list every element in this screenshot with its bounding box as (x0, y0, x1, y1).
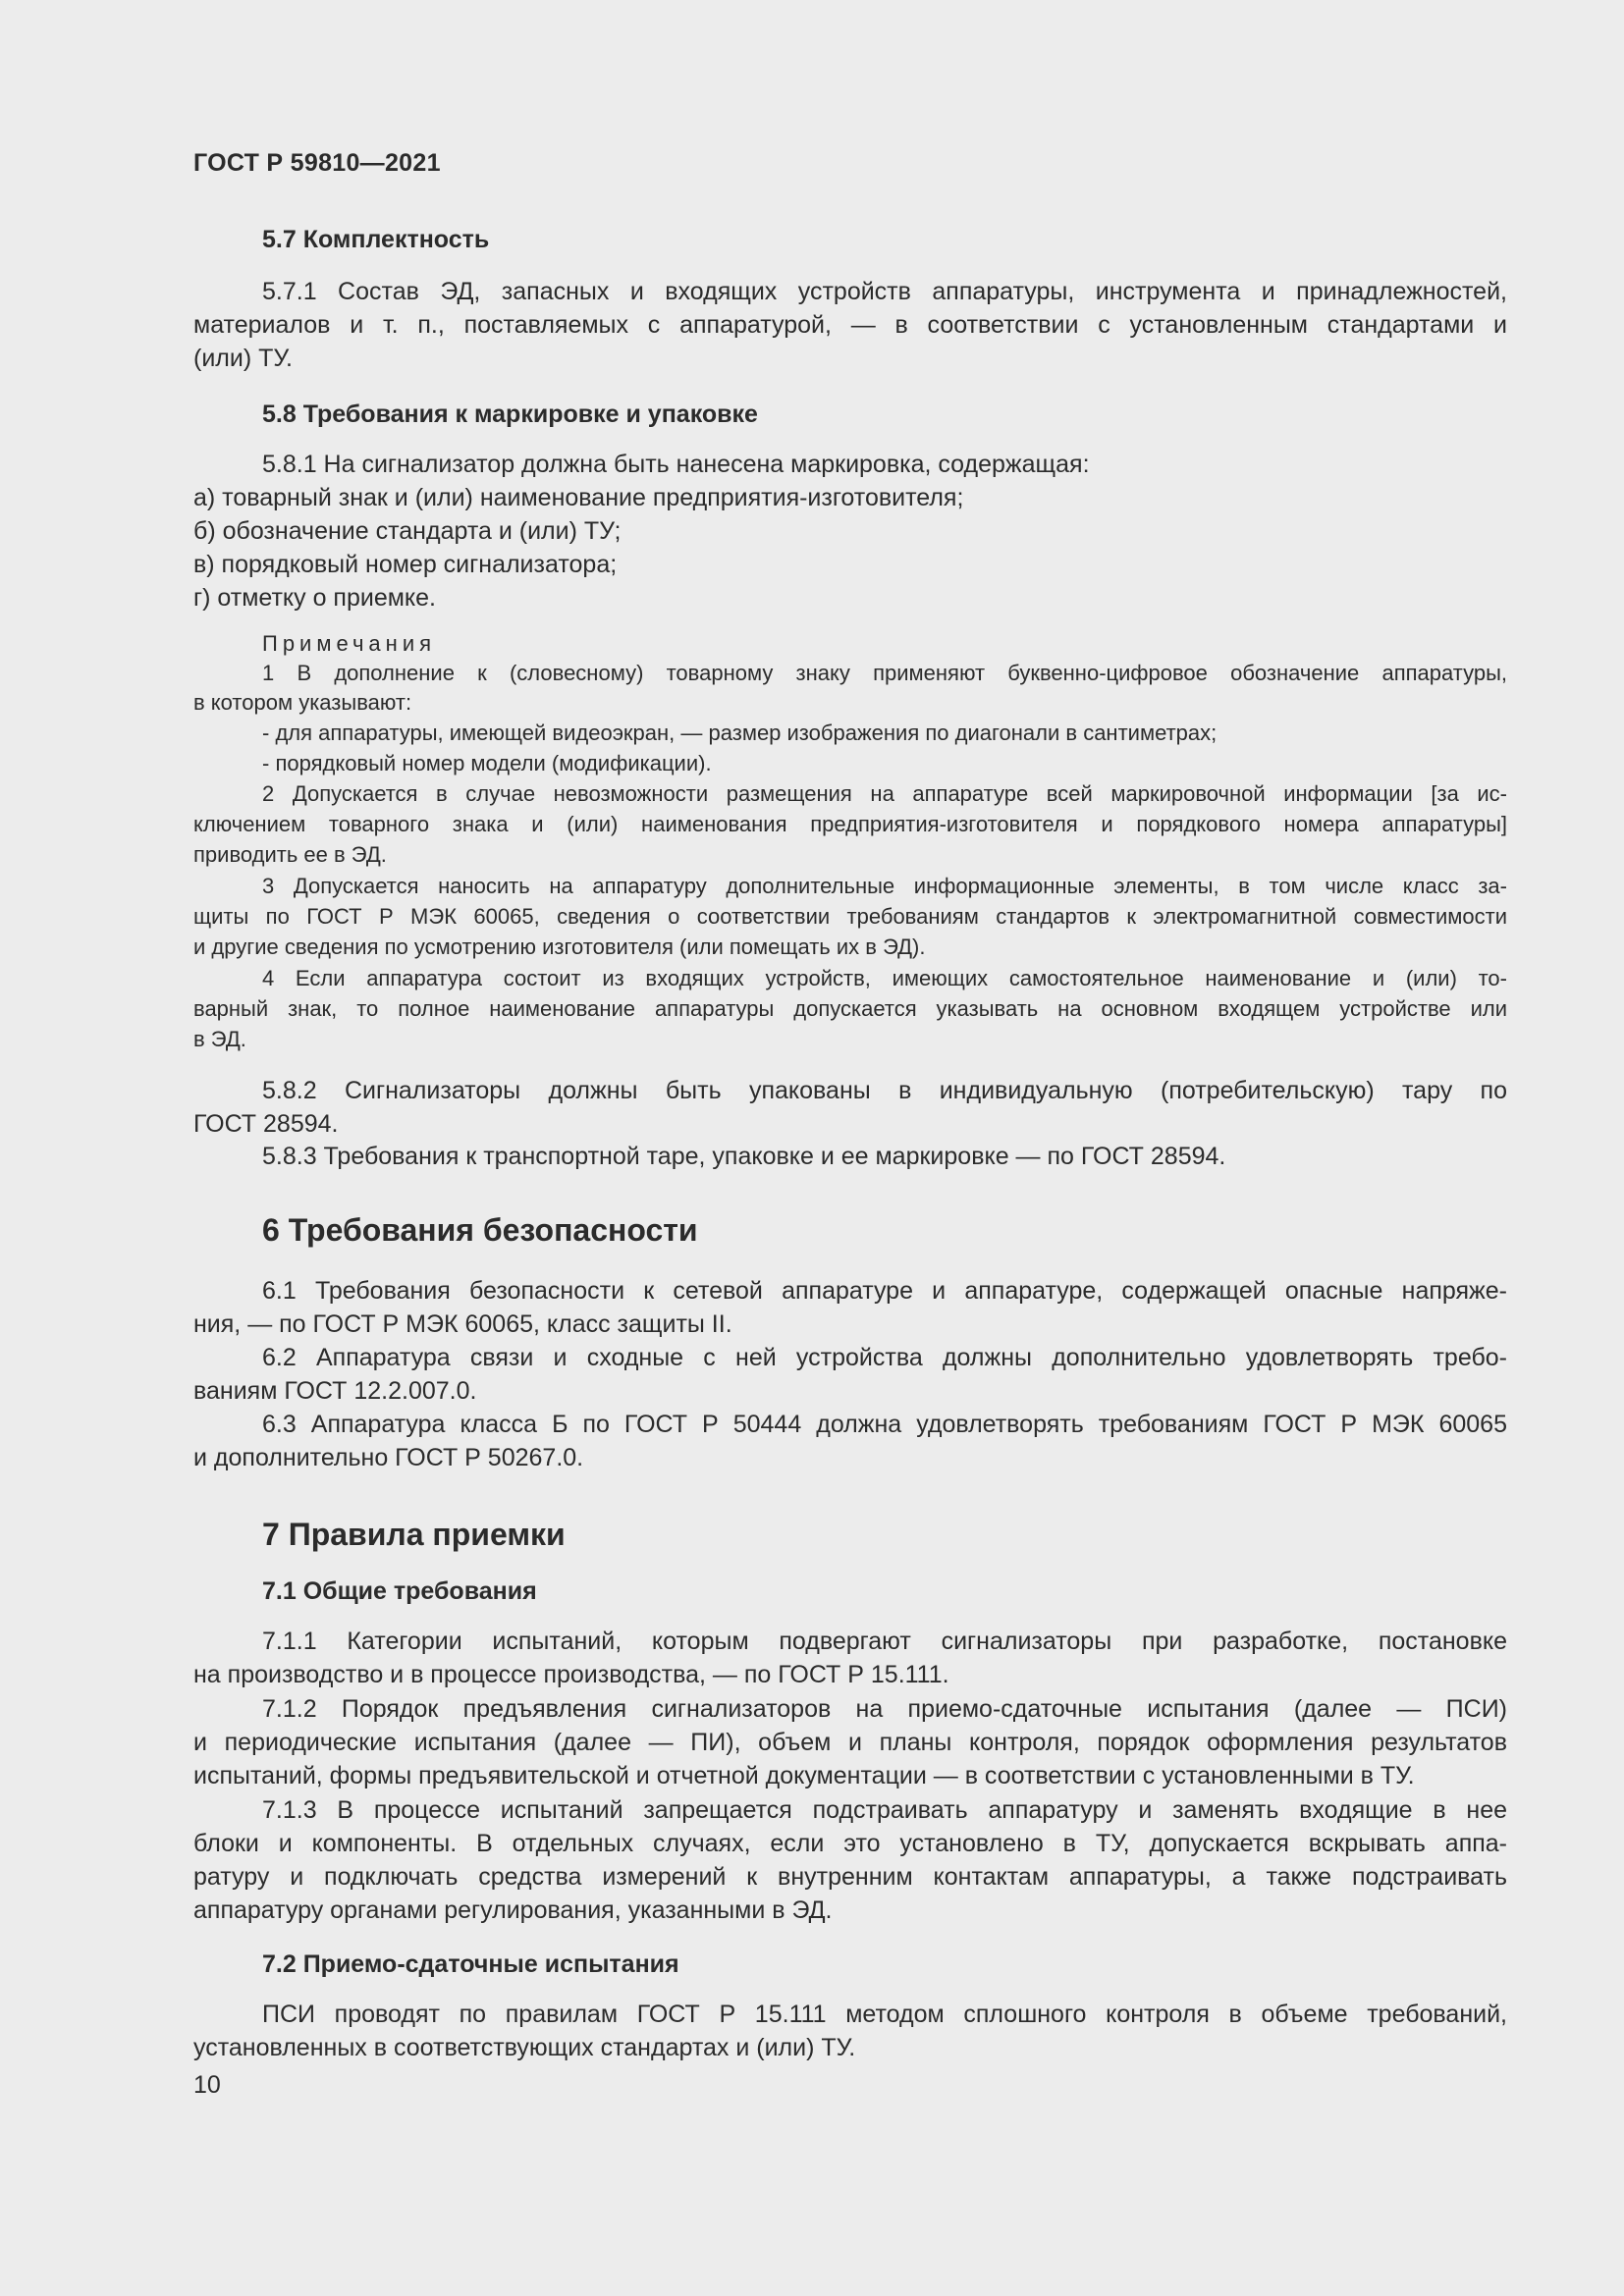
paragraph-line: 6.3 Аппаратура класса Б по ГОСТ Р 50444 должна удовлетворять требованиям ГОСТ Р МЭК 60065 (262, 1411, 1507, 1438)
list-item: в) порядковый номер сигнализатора; (193, 551, 618, 578)
section-6-heading: 6 Требования безопасности (262, 1212, 698, 1248)
note-line: ключением товарного знака и (или) наименования предприятия-изготовителя и порядкового номера аппаратуры] (193, 812, 1507, 836)
paragraph-line: ПСИ проводят по правилам ГОСТ Р 15.111 методом сплошного контроля в объеме требований, (262, 2001, 1507, 2028)
paragraph-line: 7.1.3 В процессе испытаний запрещается подстраивать аппаратуру и заменять входящие в нее (262, 1796, 1507, 1824)
paragraph-line: аппаратуру органами регулирования, указанными в ЭД. (193, 1896, 833, 1924)
paragraph-line: 5.8.2 Сигнализаторы должны быть упакованы в индивидуальную (потребительскую) тару по (262, 1077, 1507, 1104)
section-7-heading: 7 Правила приемки (262, 1517, 566, 1552)
paragraph-line: 6.2 Аппаратура связи и сходные с ней устройства должны дополнительно удовлетворять требо- (262, 1344, 1507, 1371)
paragraph-line: 5.8.3 Требования к транспортной таре, упаковке и ее маркировке — по ГОСТ 28594. (262, 1143, 1226, 1170)
note-line: 2 Допускается в случае невозможности размещения на аппаратуре всей маркировочной информации [за ис- (262, 781, 1507, 806)
section-7-2-heading: 7.2 Приемо-сдаточные испытания (262, 1950, 679, 1978)
section-5-7-heading: 5.7 Комплектность (262, 226, 490, 253)
note-line: 3 Допускается наносить на аппаратуру дополнительные информационные элементы, в том числе класс за- (262, 874, 1507, 898)
note-line: 1 В дополнение к (словесному) товарному знаку применяют буквенно-цифровое обозначение аппаратуры, (262, 661, 1507, 685)
note-line: в котором указывают: (193, 690, 412, 715)
section-5-8-heading: 5.8 Требования к маркировке и упаковке (262, 400, 758, 428)
paragraph-line: (или) ТУ. (193, 345, 293, 372)
paragraph-line: 7.1.1 Категории испытаний, которым подвергают сигнализаторы при разработке, постановке (262, 1628, 1507, 1655)
note-line: щиты по ГОСТ Р МЭК 60065, сведения о соответствии требованиям стандартов к электромагнитной совместимости (193, 904, 1507, 929)
paragraph-line: ГОСТ 28594. (193, 1110, 339, 1138)
paragraph-line: 5.8.1 На сигнализатор должна быть нанесена маркировка, содержащая: (262, 451, 1090, 478)
paragraph-line: и периодические испытания (далее — ПИ), объем и планы контроля, порядок оформления результатов (193, 1729, 1507, 1756)
paragraph-line: ратуру и подключать средства измерений к внутренним контактам аппаратуры, а также подстраивать (193, 1863, 1507, 1891)
paragraph-line: ния, — по ГОСТ Р МЭК 60065, класс защиты II. (193, 1310, 732, 1338)
page-number: 10 (193, 2071, 221, 2099)
paragraph-line: 6.1 Требования безопасности к сетевой аппаратуре и аппаратуре, содержащей опасные напряже- (262, 1277, 1507, 1305)
paragraph-line: материалов и т. п., поставляемых с аппаратурой, — в соответствии с установленным стандартами и (193, 311, 1507, 339)
paragraph-line: и дополнительно ГОСТ Р 50267.0. (193, 1444, 584, 1471)
paragraph-line: ваниям ГОСТ 12.2.007.0. (193, 1377, 477, 1405)
list-item: б) обозначение стандарта и (или) ТУ; (193, 517, 622, 545)
list-item: а) товарный знак и (или) наименование предприятия-изготовителя; (193, 484, 964, 511)
note-line: - для аппаратуры, имеющей видеоэкран, — размер изображения по диагонали в сантиметрах; (262, 721, 1218, 745)
note-line: варный знак, то полное наименование аппаратуры допускается указывать на основном входящем устройстве или (193, 996, 1507, 1021)
list-item: г) отметку о приемке. (193, 584, 436, 612)
section-7-1-heading: 7.1 Общие требования (262, 1577, 537, 1605)
paragraph-line: на производство и в процессе производства, — по ГОСТ Р 15.111. (193, 1661, 949, 1688)
note-line: в ЭД. (193, 1027, 246, 1051)
paragraph-line: 5.7.1 Состав ЭД, запасных и входящих устройств аппаратуры, инструмента и принадлежностей, (262, 278, 1507, 305)
note-line: 4 Если аппаратура состоит из входящих устройств, имеющих самостоятельное наименование и (или) то- (262, 966, 1507, 990)
paragraph-line: установленных в соответствующих стандартах и (или) ТУ. (193, 2034, 856, 2061)
note-line: - порядковый номер модели (модификации). (262, 751, 712, 775)
note-line: приводить ее в ЭД. (193, 842, 387, 867)
paragraph-line: блоки и компоненты. В отдельных случаях, если это установлено в ТУ, допускается вскрывать аппа- (193, 1830, 1507, 1857)
document-header: ГОСТ Р 59810—2021 (193, 149, 441, 177)
paragraph-line: 7.1.2 Порядок предъявления сигнализаторов на приемо-сдаточные испытания (далее — ПСИ) (262, 1695, 1507, 1723)
paragraph-line: испытаний, формы предъявительской и отчетной документации — в соответствии с установленными в ТУ. (193, 1762, 1415, 1789)
notes-title: Примечания (262, 631, 437, 656)
note-line: и другие сведения по усмотрению изготовителя (или помещать их в ЭД). (193, 934, 926, 959)
